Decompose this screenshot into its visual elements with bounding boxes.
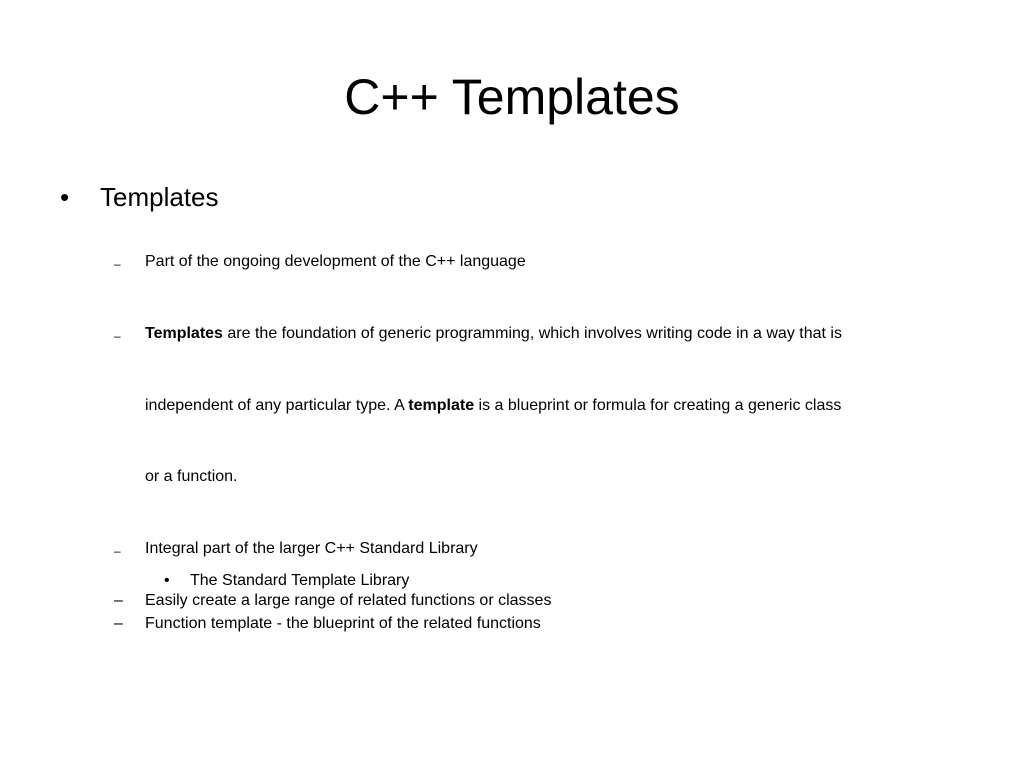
sub-item-templates-definition-line1 [145,322,842,346]
bullet-glyph: • [164,572,170,589]
dash-glyph: – [114,615,123,632]
dash-glyph: – [114,592,123,609]
text-run: are the foundation of generic programming, which involves writing code in a way that is [222,325,842,342]
sub-item-templates-definition-line2 [145,394,841,418]
slide-title: C++ Templates [344,69,680,125]
sub-item-ongoing-development: Part of the ongoing development of the C++ language [145,253,526,270]
sub-item-function-template: Function template - the blueprint of the related functions [145,615,541,632]
dash-glyph: – [114,257,121,271]
sub-item-standard-library: Integral part of the larger C++ Standard Library [145,540,478,557]
text-run: independent of any particular type. A [145,397,409,414]
text-run: is a blueprint or formula for creating a generic class [474,397,842,414]
sub-item-related-functions: Easily create a large range of related functions or classes [145,592,552,609]
bold-term: template [408,397,475,414]
sub-sub-item-stl: The Standard Template Library [190,572,410,589]
bold-term: Templates [145,325,223,342]
bullet-item-label: Templates [100,182,219,212]
bullet-glyph: • [60,182,70,212]
dash-glyph: – [114,329,121,343]
dash-glyph: – [114,544,121,558]
sub-item-templates-definition-line3: or a function. [145,468,238,485]
